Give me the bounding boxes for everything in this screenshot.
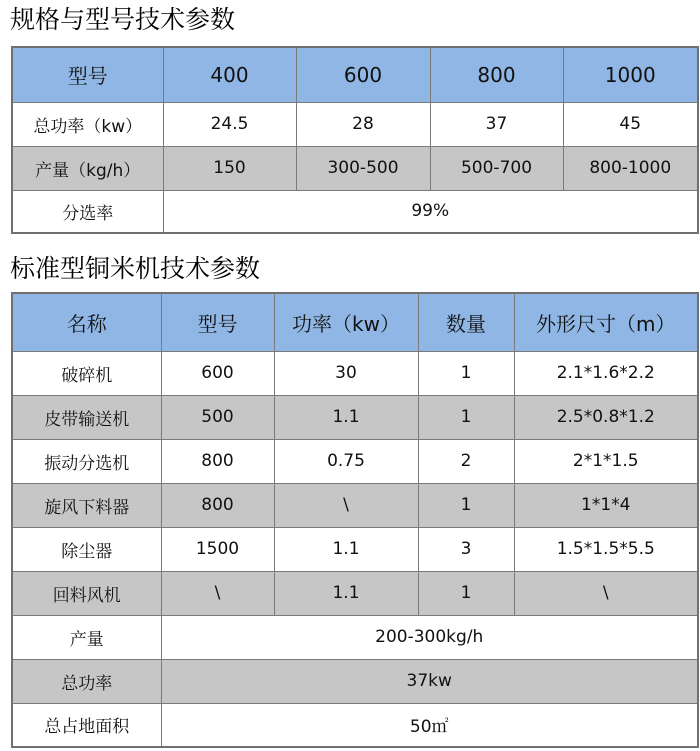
- mill-cell-model: 800: [161, 483, 274, 527]
- mill-cell-power: 0.75: [274, 439, 418, 483]
- summary-value: 37kw: [161, 659, 698, 703]
- mill-cell-power: 30: [274, 351, 418, 395]
- spec-header-cell: 800: [430, 47, 563, 102]
- mill-cell-qty: 1: [418, 351, 514, 395]
- spec-cell: 300-500: [296, 146, 430, 190]
- mill-header-cell: 外形尺寸（m）: [514, 293, 698, 351]
- mill-cell-name: 振动分选机: [12, 439, 161, 483]
- mill-table: [11, 292, 699, 748]
- mill-cell-name: 旋风下料器: [12, 483, 161, 527]
- mill-cell-name: 破碎机: [12, 351, 161, 395]
- spec-cell: 500-700: [430, 146, 563, 190]
- spec-header-cell: 600: [296, 47, 430, 102]
- mill-cell-size: \: [514, 571, 698, 615]
- sorting-rate-value: 99%: [163, 190, 698, 233]
- mill-cell-power: 1.1: [274, 571, 418, 615]
- spec-row-label: 产量（kg/h）: [12, 146, 163, 190]
- mill-row: [12, 571, 698, 615]
- mill-cell-model: \: [161, 571, 274, 615]
- summary-value: 200-300kg/h: [161, 615, 698, 659]
- mill-cell-name: 皮带输送机: [12, 395, 161, 439]
- mill-cell-power: \: [274, 483, 418, 527]
- summary-value: 50㎡: [161, 703, 698, 747]
- mill-summary-output: [12, 615, 698, 659]
- mill-cell-power: 1.1: [274, 395, 418, 439]
- spec-header-cell: 1000: [563, 47, 698, 102]
- mill-cell-name: 除尘器: [12, 527, 161, 571]
- summary-label: 产量: [12, 615, 161, 659]
- mill-header-cell: 功率（kw）: [274, 293, 418, 351]
- mill-row: [12, 351, 698, 395]
- spec-row-total-power: [12, 102, 698, 146]
- mill-cell-model: 1500: [161, 527, 274, 571]
- mill-table-title: 标准型铜米机技术参数: [10, 254, 261, 283]
- mill-cell-size: 2.1*1.6*2.2: [514, 351, 698, 395]
- spec-row-label: 分选率: [12, 190, 163, 233]
- mill-cell-size: 1.5*1.5*5.5: [514, 527, 698, 571]
- spec-cell: 37: [430, 102, 563, 146]
- mill-cell-qty: 1: [418, 571, 514, 615]
- spec-table: [11, 46, 699, 234]
- mill-header-row: [12, 293, 698, 351]
- mill-cell-model: 600: [161, 351, 274, 395]
- spec-header-cell: 型号: [12, 47, 163, 102]
- spec-header-cell: 400: [163, 47, 296, 102]
- mill-summary-total-power: [12, 659, 698, 703]
- mill-row: [12, 439, 698, 483]
- mill-cell-qty: 3: [418, 527, 514, 571]
- mill-cell-size: 2*1*1.5: [514, 439, 698, 483]
- spec-row-sorting-rate: [12, 190, 698, 233]
- spec-row-label: 总功率（kw）: [12, 102, 163, 146]
- spec-cell: 150: [163, 146, 296, 190]
- spec-cell: 800-1000: [563, 146, 698, 190]
- spec-table-title: 规格与型号技术参数: [10, 5, 236, 34]
- spec-header-row: [12, 47, 698, 102]
- mill-row: [12, 483, 698, 527]
- mill-cell-size: 2.5*0.8*1.2: [514, 395, 698, 439]
- mill-header-cell: 名称: [12, 293, 161, 351]
- summary-label: 总功率: [12, 659, 161, 703]
- spec-cell: 24.5: [163, 102, 296, 146]
- spec-cell: 28: [296, 102, 430, 146]
- mill-cell-model: 500: [161, 395, 274, 439]
- mill-cell-qty: 1: [418, 483, 514, 527]
- spec-row-output: [12, 146, 698, 190]
- mill-cell-name: 回料风机: [12, 571, 161, 615]
- mill-cell-size: 1*1*4: [514, 483, 698, 527]
- summary-label: 总占地面积: [12, 703, 161, 747]
- mill-summary-floor-area: [12, 703, 698, 747]
- mill-cell-qty: 2: [418, 439, 514, 483]
- mill-cell-power: 1.1: [274, 527, 418, 571]
- mill-cell-model: 800: [161, 439, 274, 483]
- spec-cell: 45: [563, 102, 698, 146]
- mill-header-cell: 型号: [161, 293, 274, 351]
- mill-row: [12, 527, 698, 571]
- mill-header-cell: 数量: [418, 293, 514, 351]
- mill-row: [12, 395, 698, 439]
- mill-cell-qty: 1: [418, 395, 514, 439]
